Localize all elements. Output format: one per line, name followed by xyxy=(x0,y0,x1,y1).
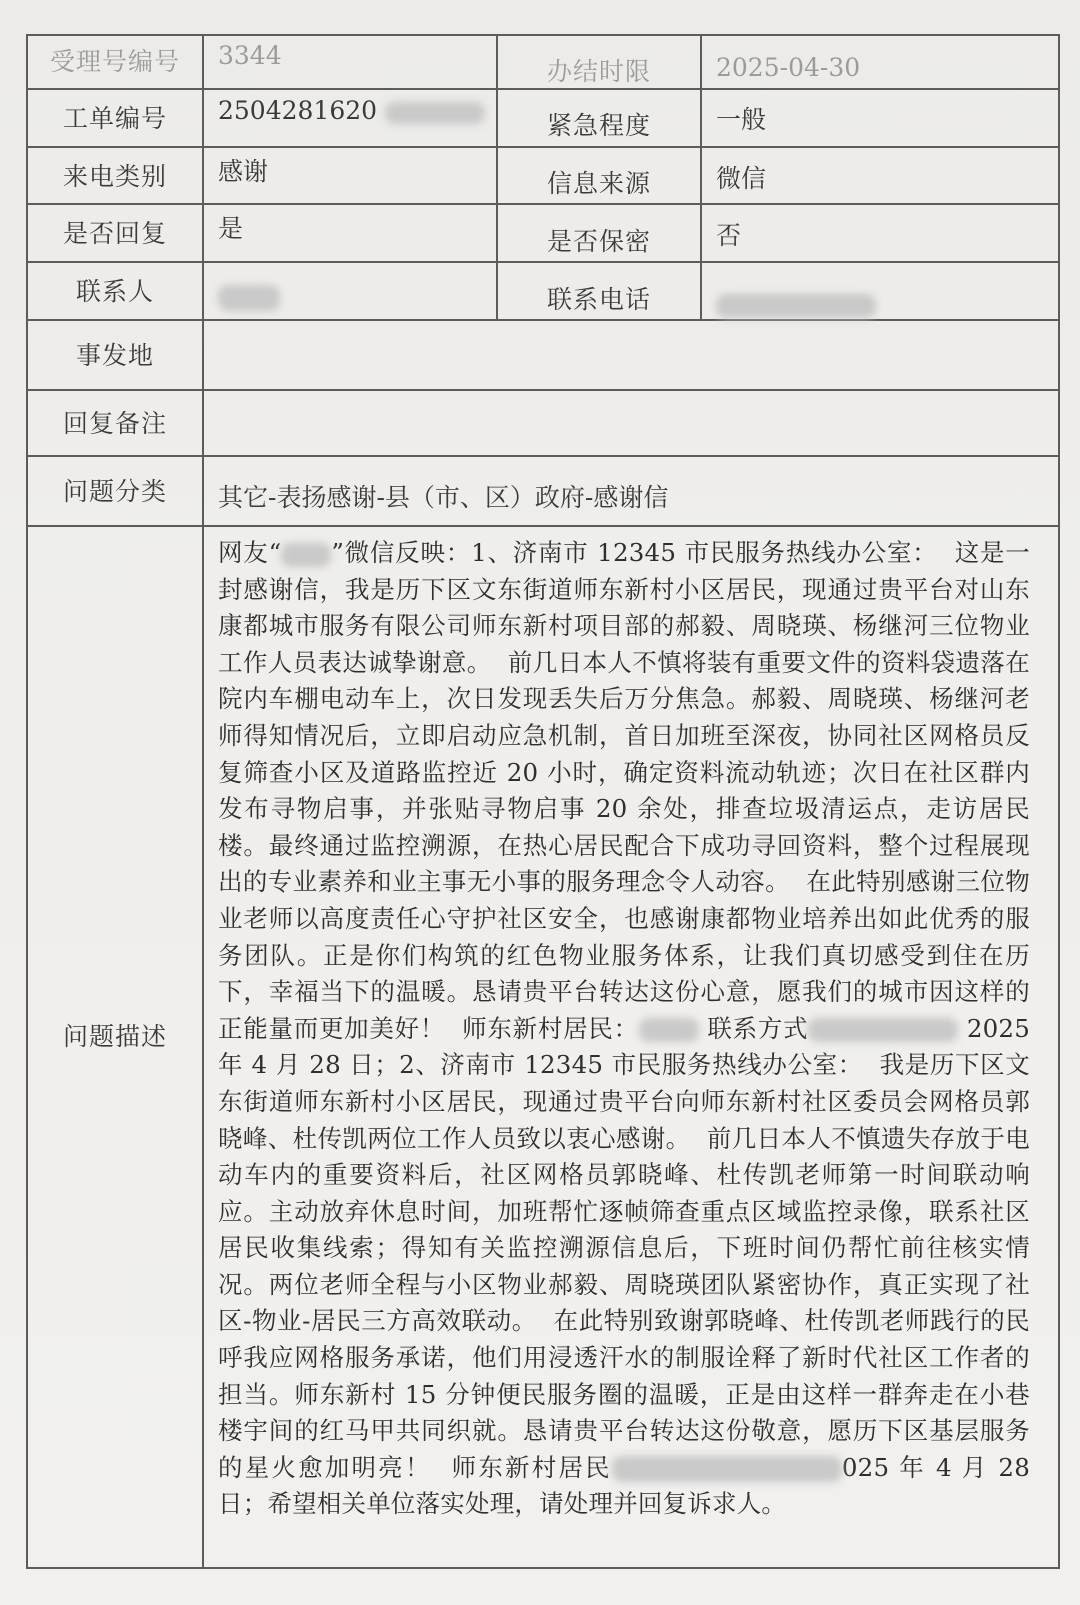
redacted-blur xyxy=(639,1018,699,1042)
confidential-value: 否 xyxy=(716,221,742,250)
category-label: 问题分类 xyxy=(28,457,204,525)
accept-no-value: 3344 xyxy=(204,36,498,88)
redacted-blur xyxy=(808,1018,958,1042)
call-type-value: 感谢 xyxy=(204,148,498,203)
desc-part-3: 联系方式 xyxy=(698,1013,809,1043)
contact-label: 联系人 xyxy=(28,263,204,319)
confidential-label: 是否保密 xyxy=(498,205,702,261)
row-location xyxy=(28,321,1058,391)
row-accept-no xyxy=(28,36,1058,90)
urgency-label: 紧急程度 xyxy=(498,90,702,146)
info-source-value: 微信 xyxy=(716,164,767,193)
accept-no-label: 受理号编号 xyxy=(28,36,204,88)
contact-value-cell xyxy=(204,263,498,319)
redacted-blur xyxy=(218,285,280,311)
handle-time-value: 2025-04-30 xyxy=(716,53,861,82)
work-order-form xyxy=(26,34,1060,1569)
row-call-type xyxy=(28,148,1058,205)
call-type-label: 来电类别 xyxy=(28,148,204,203)
redacted-blur xyxy=(281,543,331,567)
urgency-value: 一般 xyxy=(716,105,767,134)
description-label: 问题描述 xyxy=(28,527,204,1567)
phone-label: 联系电话 xyxy=(498,263,702,319)
location-label: 事发地 xyxy=(28,321,204,389)
location-value xyxy=(204,321,1032,389)
row-reply-note xyxy=(28,391,1058,457)
reply-value: 是 xyxy=(204,205,498,261)
row-ticket-no xyxy=(28,90,1058,148)
row-description xyxy=(28,527,1058,1567)
desc-part-2: ”微信反映：1、济南市 12345 市民服务热线办公室： 这是一封感谢信，我是历下区文东街道师东新村小区居民，现通过贵平台对山东康都城市服务有限公司师东新村项目部的郝毅、周晓瑛、杨继河三位物业工作人员表达诚挚谢意。 前几日本人不慎将装有重要文件的资料袋遗落在院内车棚电动车上，次日发现丢失后万分焦急。郝毅、周晓瑛、杨继河老师得知情况后，立即启动应急机制，首日加班至深夜，协同社区网格员反复筛查小区及道路监控近 20 小时，确定资料流动轨迹；次日在社区群内发布寻物启事，并张贴寻物启事 20 余处，排查垃圾清运点，走访居民楼。最终通过监控溯源，在热心居民配合下成功寻回资料，整个过程展现出的专业素养和业主事无小事的服务理念令人动容。 在此特别感谢三位物业老师以高度责任心守护社区安全，也感谢康都物业培养出如此优秀的服务团队。正是你们构筑的红色物业服务体系，让我们真切感受到住在历下，幸福当下的温暖。恳请贵平台转达这份心意，愿我们的城市因这样的正能量而更加美好！ 师东新村居民： xyxy=(218,538,1030,1043)
info-source-label: 信息来源 xyxy=(498,148,702,203)
desc-part-4: 2025 年 4 月 28 日；2、济南市 12345 市民服务热线办公室： 我是历下区文东街道师东新村小区居民，现通过贵平台向师东新村社区委员会网格员郭晓峰、杜传凯两位工作人员致以衷心感谢。 前几日本人不慎遗失存放于电动车内的重要资料后，社区网格员郭晓峰、杜传凯老师第一时间联动响应。主动放弃休息时间，加班帮忙逐帧筛查重点区域监控录像，联系社区居民收集线索；得知有关监控溯源信息后，下班时间仍帮忙前往核实情况。两位老师全程与小区物业郝毅、周晓瑛团队紧密协作，真正实现了社区-物业-居民三方高效联动。 在此特别致谢郭晓峰、杜传凯老师践行的民呼我应网格服务承诺，他们用浸透汗水的制服诠释了新时代社区工作者的担当。师东新村 15 分钟便民服务圈的温暖，正是由这样一群奔走在小巷楼宇间的红马甲共同织就。恳请贵平台转达这份敬意，愿历下区基层服务的星火愈加明亮！ 师东新村居民 xyxy=(218,1013,1039,1482)
desc-part-1: 网友“ xyxy=(218,538,282,567)
ticket-no-value: 2504281620 xyxy=(218,96,378,125)
redacted-blur xyxy=(612,1456,842,1482)
category-value: 其它-表扬感谢-县（市、区）政府-感谢信 xyxy=(218,483,669,512)
ticket-no-cell xyxy=(204,90,498,146)
row-reply xyxy=(28,205,1058,263)
ticket-no-label: 工单编号 xyxy=(28,90,204,146)
reply-note-label: 回复备注 xyxy=(28,391,204,455)
row-contact xyxy=(28,263,1058,321)
reply-note-value xyxy=(204,391,1032,455)
row-category xyxy=(28,457,1058,527)
reply-label: 是否回复 xyxy=(28,205,204,261)
desc-part-5: 025 年 4 月 28 日；希望相关单位落实处理，请处理并回复诉求人。 xyxy=(218,1452,1039,1519)
description-text xyxy=(218,535,1039,1523)
redacted-blur xyxy=(385,102,485,124)
redacted-blur xyxy=(716,294,876,318)
handle-time-label: 办结时限 xyxy=(498,36,702,88)
phone-value-cell xyxy=(702,263,1032,319)
